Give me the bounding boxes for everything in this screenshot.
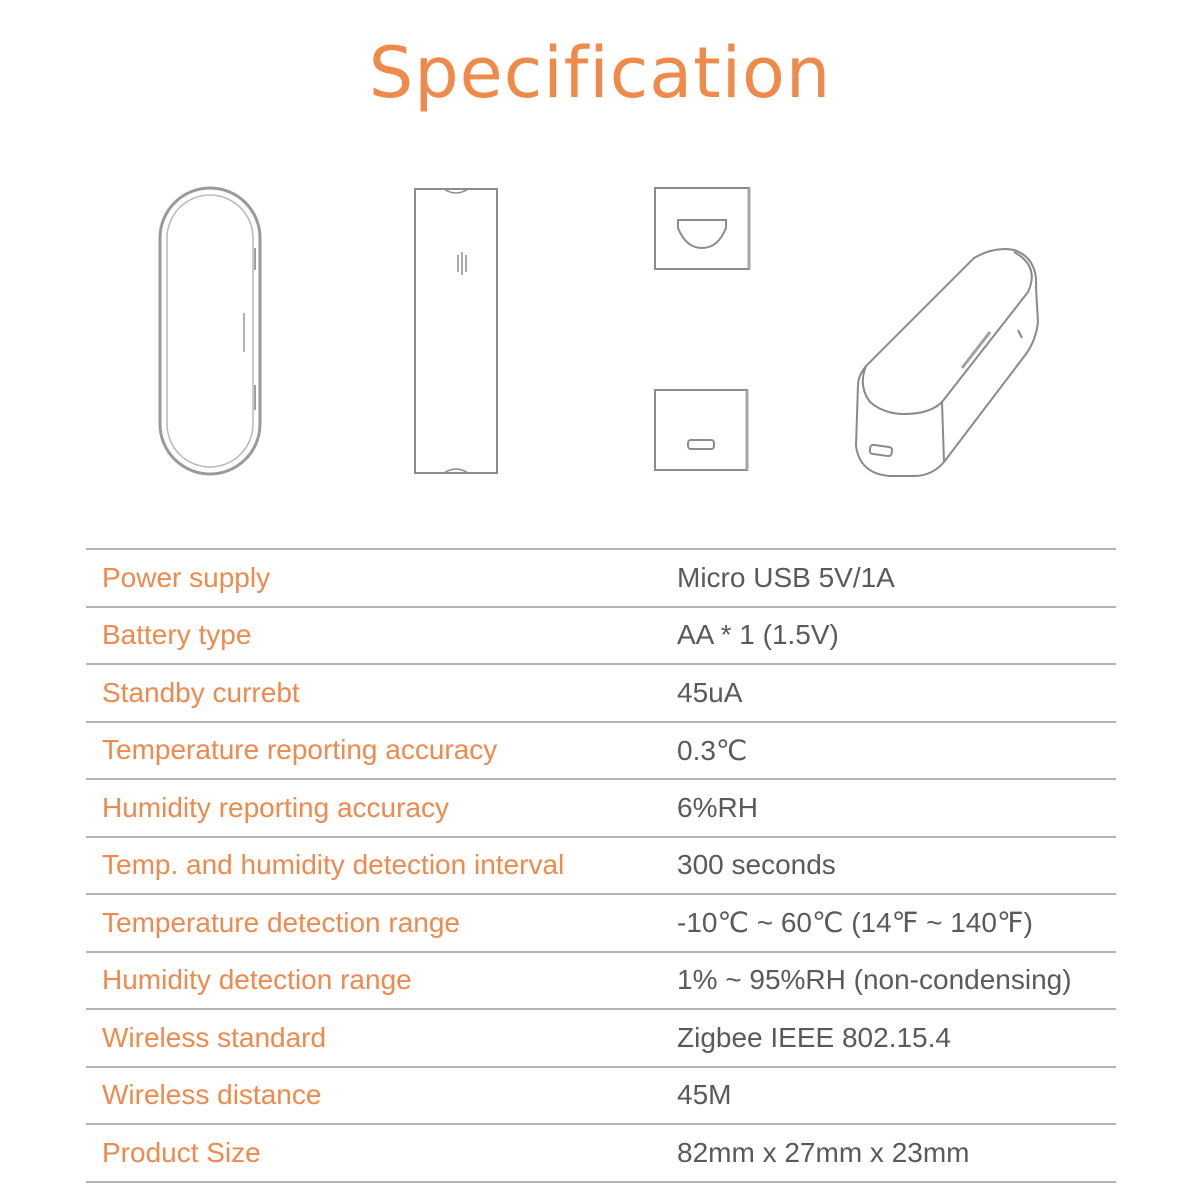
perspective-view-image bbox=[856, 249, 1038, 476]
product-views bbox=[0, 170, 1200, 500]
spec-value: 82mm x 27mm x 23mm bbox=[677, 1136, 970, 1168]
table-row bbox=[86, 1009, 1116, 1067]
table-row bbox=[86, 664, 1116, 722]
spec-label: Temp. and humidity detection interval bbox=[102, 849, 565, 881]
spec-value: 300 seconds bbox=[677, 849, 836, 881]
spec-label: Battery type bbox=[102, 619, 252, 651]
spec-label: Temperature reporting accuracy bbox=[102, 734, 498, 766]
front-view-image bbox=[160, 188, 260, 474]
table-row bbox=[86, 779, 1116, 837]
spec-value: Micro USB 5V/1A bbox=[677, 561, 895, 593]
spec-value: AA * 1 (1.5V) bbox=[677, 619, 839, 651]
spec-value: Zigbee IEEE 802.15.4 bbox=[677, 1021, 951, 1053]
table-row bbox=[86, 722, 1116, 780]
spec-label: Product Size bbox=[102, 1136, 261, 1168]
spec-label: Humidity detection range bbox=[102, 964, 412, 996]
spec-value: -10℃ ~ 60℃ (14℉ ~ 140℉) bbox=[677, 907, 1033, 939]
table-row bbox=[86, 952, 1116, 1010]
spec-label: Standby currebt bbox=[102, 676, 300, 708]
top-view-image bbox=[655, 188, 749, 269]
spec-value: 45M bbox=[677, 1079, 732, 1111]
side-view-image bbox=[415, 189, 497, 473]
table-row bbox=[86, 1067, 1116, 1125]
spec-value: 0.3℃ bbox=[677, 734, 748, 766]
table-row bbox=[86, 837, 1116, 895]
table-row bbox=[86, 1124, 1116, 1182]
spec-value: 1% ~ 95%RH (non-condensing) bbox=[677, 964, 1072, 996]
spec-label: Power supply bbox=[102, 561, 271, 593]
spec-label: Temperature detection range bbox=[102, 906, 460, 938]
table-row bbox=[86, 549, 1116, 607]
spec-label: Wireless distance bbox=[102, 1079, 322, 1111]
page-title: Specification bbox=[368, 32, 832, 114]
product-views-drawing bbox=[0, 170, 1200, 500]
spec-label: Wireless standard bbox=[102, 1021, 327, 1053]
bottom-view-image bbox=[655, 390, 747, 470]
spec-value: 6%RH bbox=[677, 791, 758, 823]
table-row bbox=[86, 607, 1116, 665]
table-row bbox=[86, 894, 1116, 952]
spec-table bbox=[86, 548, 1116, 1183]
spec-label: Humidity reporting accuracy bbox=[102, 791, 450, 823]
spec-value: 45uA bbox=[677, 676, 743, 708]
